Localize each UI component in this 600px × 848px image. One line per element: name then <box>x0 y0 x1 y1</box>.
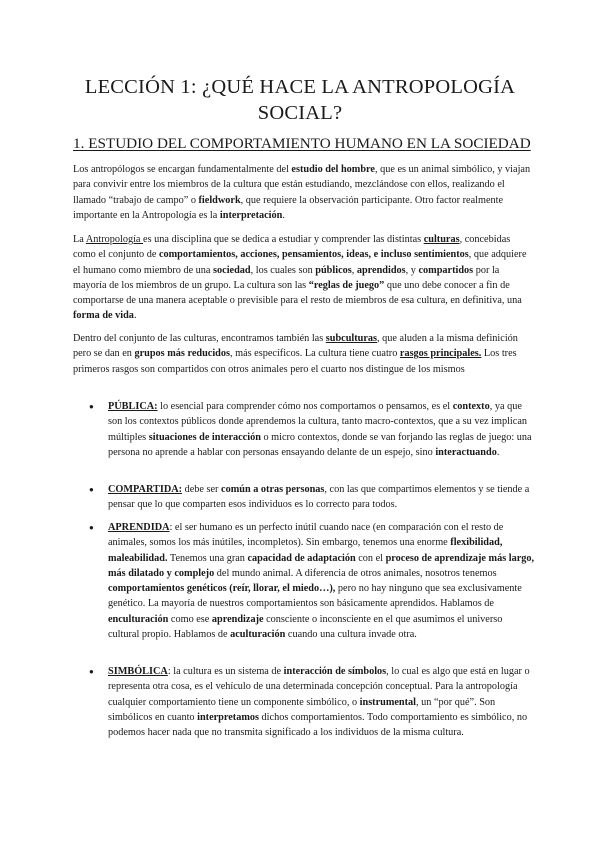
bullet-icon: ● <box>89 667 94 676</box>
paragraph-2: La Antropología es una disciplina que se dedica a estudiar y comprender las distintas culturas, concebidas como el conjunto de comportamientos, acciones, pensamientos, ideas, e incluso sentimientos, que adquiere el humano como miembro de una sociedad, los cuales son públicos, aprendidos, y compartidos por la mayoría de los miembros de un grupo. La cultura son las “reglas de juego” que uno debe conocer a fin de comportarse de una manera aceptable o previsible para el resto de miembros de esa cultura, en definitiva, una forma de vida. <box>73 234 527 322</box>
list-item-simbolica: SIMBÓLICA: la cultura es un sistema de interacción de símbolos, lo cual es algo que está en lugar o representa otra cosa, es el vehículo de una determinada concepción conceptual. Para la antropología cualquier comportamiento tiene un componente simbólico, o instrumental, un “por qué”. Son simbólicos en cuanto interpretamos dichos comportamientos. Todo comportamiento es simbólico, no podemos hacer nada que no transmita significado a los individuos de la misma cultura. <box>108 666 530 739</box>
bullet-icon: ● <box>89 523 94 532</box>
list-item-compartida: COMPARTIDA: debe ser común a otras personas, con las que compartimos elementos y se tiende a pensar que lo que comparten esos individuos es lo correcto para todos. <box>108 484 530 511</box>
paragraph-1: Los antropólogos se encargan fundamentalmente del estudio del hombre, que es un animal simbólico, y viajan para convivir entre los miembros de la cultura que están estudiando, mezclándose con ellos, realizando el llamado “trabajo de campo” o fieldwork, que requiere la observación participante. Otro factor realmente importante en la Antropología es la interpretación. <box>73 164 531 221</box>
page-title: LECCIÓN 1: ¿QUÉ HACE LA ANTROPOLOGÍA SOCIAL? <box>84 76 516 124</box>
list-item-publica: PÚBLICA: lo esencial para comprender cómo nos comportamos o pensamos, es el contexto, ya que son los contextos públicos donde aprendemos la cultura, tanto macro-contextos, que a su vez implican múltiples situaciones de interacción o micro contextos, donde se van forjando las reglas de juego: una persona no aprende a hablar con personas ensayando delante de un espejo, sino interactuando. <box>108 401 532 458</box>
list-item-aprendida: APRENDIDA: el ser humano es un perfecto inútil cuando nace (en comparación con el resto de animales, somos los más inútiles, incompletos). Sin embargo, tenemos una enorme flexibilidad, maleabilidad. Tenemos una gran capacidad de adaptación con el proceso de aprendizaje más largo, más dilatado y complejo del mundo animal. A diferencia de otros animales, nosotros tenemos comportamientos genéticos (reír, llorar, el miedo…), pero no hay ninguno que sea exclusivamente genético. La mayoría de nuestros comportamientos son básicamente aprendidos. Hablamos de enculturación como ese aprendizaje consciente o inconsciente en el que asumimos el universo cultural propio. Hablamos de aculturación cuando una cultura invade otra. <box>108 522 535 641</box>
bullet-icon: ● <box>89 485 94 494</box>
bullet-icon: ● <box>89 402 94 411</box>
section-heading: 1. ESTUDIO DEL COMPORTAMIENTO HUMANO EN LA SOCIEDAD <box>73 135 531 152</box>
paragraph-3: Dentro del conjunto de las culturas, encontramos también las subculturas, que aluden a la misma definición pero se dan en grupos más reducidos, más específicos. La cultura tiene cuatro rasgos principales. Los tres primeros rasgos son compartidos con otros animales pero el cuarto nos distingue de los mismos <box>73 333 518 375</box>
